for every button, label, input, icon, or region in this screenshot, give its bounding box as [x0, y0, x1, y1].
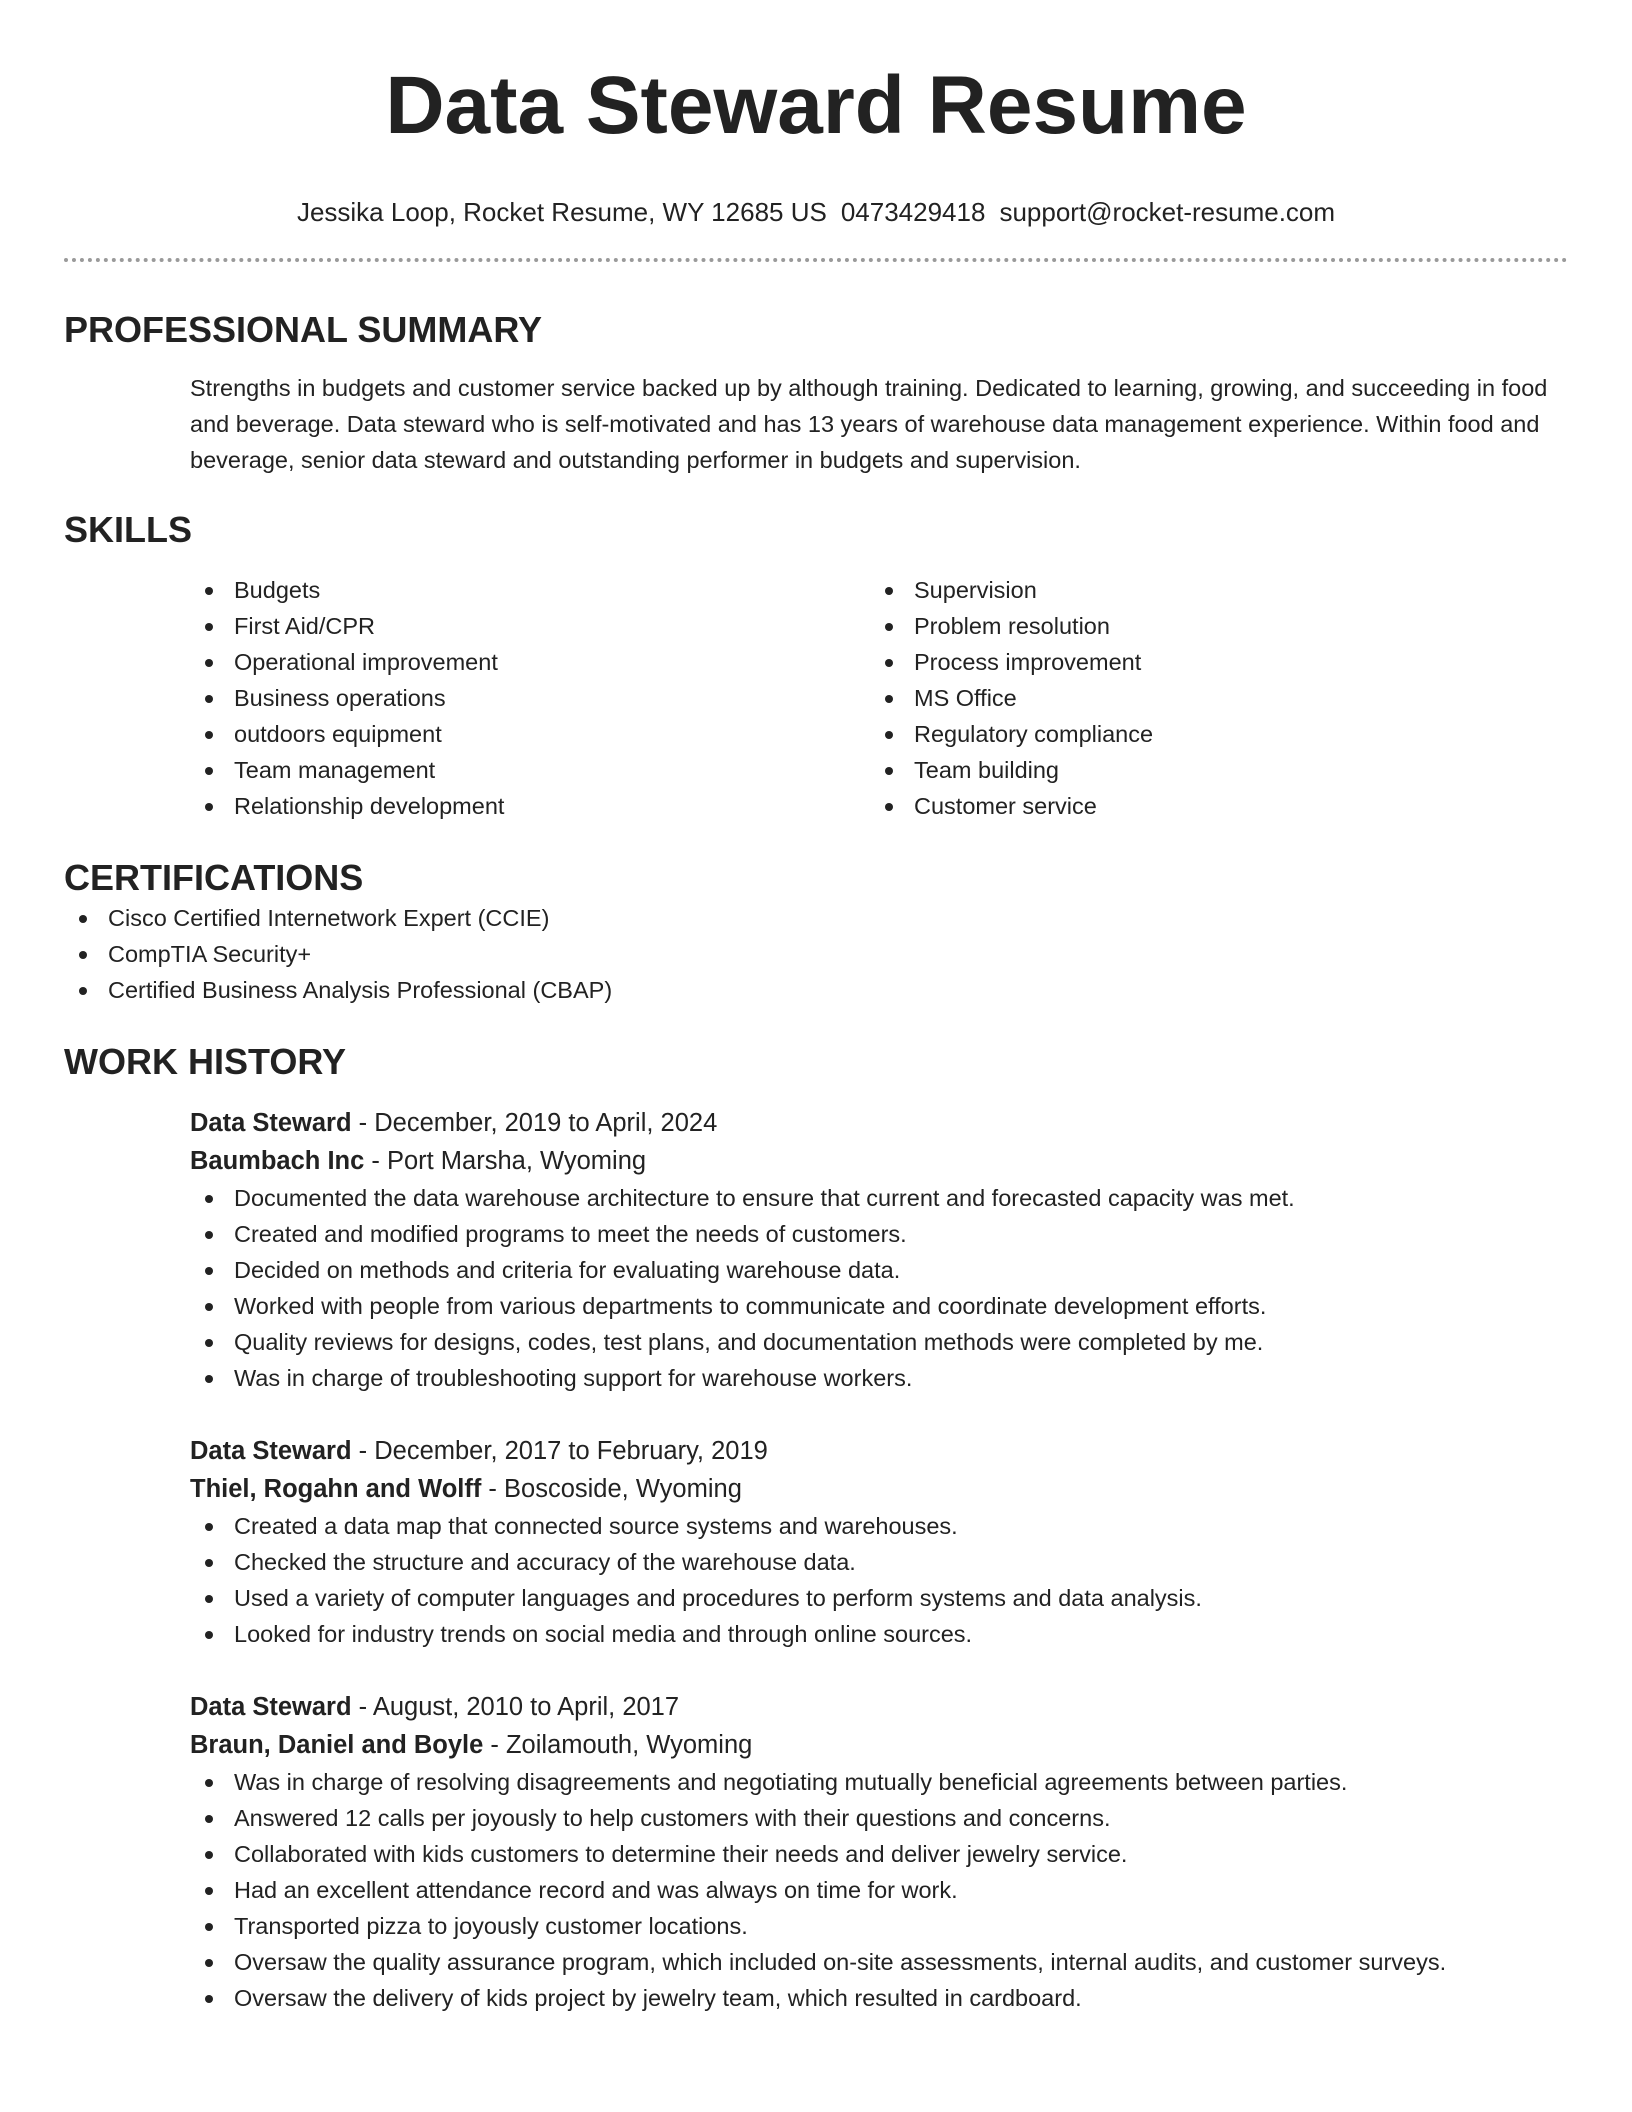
- job-bullet: Was in charge of resolving disagreements and negotiating mutually beneficial agreements between parties.: [190, 1764, 1568, 1800]
- certifications-section: [64, 856, 1568, 1008]
- job-location: - Zoilamouth, Wyoming: [483, 1731, 753, 1759]
- skill-item: First Aid/CPR: [190, 608, 870, 644]
- job-bullets: [190, 1764, 1568, 2016]
- certification-item: Certified Business Analysis Professional (CBAP): [64, 972, 1568, 1008]
- job-bullet: Documented the data warehouse architecture to ensure that current and forecasted capacity was met.: [190, 1180, 1568, 1216]
- contact-address: Jessika Loop, Rocket Resume, WY 12685 US: [296, 197, 827, 227]
- job-company: Braun, Daniel and Boyle: [190, 1731, 484, 1759]
- skills-list-right: [870, 572, 1550, 824]
- job-entry: [190, 1432, 1568, 1652]
- job-bullet: Used a variety of computer languages and procedures to perform systems and data analysis.: [190, 1580, 1568, 1616]
- skill-item: outdoors equipment: [190, 716, 870, 752]
- job-title: Data Steward: [190, 1693, 352, 1721]
- job-title-line: [190, 1104, 1568, 1142]
- skill-item: Regulatory compliance: [870, 716, 1550, 752]
- skill-item: Team building: [870, 752, 1550, 788]
- work-history-heading: WORK HISTORY: [64, 1041, 347, 1082]
- job-company: Baumbach Inc: [190, 1147, 365, 1175]
- contact-line: [64, 196, 1568, 228]
- job-company-line: [190, 1142, 1568, 1180]
- job-bullet: Created and modified programs to meet the needs of customers.: [190, 1216, 1568, 1252]
- job-bullet: Decided on methods and criteria for evaluating warehouse data.: [190, 1252, 1568, 1288]
- resume-header: [64, 0, 1568, 228]
- certification-item: CompTIA Security+: [64, 936, 1568, 972]
- certifications-list: [64, 900, 1568, 1008]
- job-dates: - December, 2017 to February, 2019: [351, 1437, 768, 1465]
- summary-text: Strengths in budgets and customer service backed up by although training. Dedicated to learning, growing, and succeeding in food and beverage. Data steward who is self-motivated and has 13 years of warehouse data management experience. Within food and beverage, senior data steward and outstanding performer in budgets and supervision.: [190, 375, 1548, 473]
- job-entry: [190, 1104, 1568, 1396]
- job-bullet: Collaborated with kids customers to determine their needs and deliver jewelry service.: [190, 1836, 1568, 1872]
- summary-section: [64, 308, 1568, 478]
- work-history-section: [64, 1040, 1568, 2016]
- job-title-line: [190, 1432, 1568, 1470]
- job-title-line: [190, 1688, 1568, 1726]
- job-bullet: Looked for industry trends on social media and through online sources.: [190, 1616, 1568, 1652]
- job-bullet: Oversaw the quality assurance program, which included on-site assessments, internal audits, and customer surveys.: [190, 1944, 1568, 1980]
- job-bullet: Was in charge of troubleshooting support for warehouse workers.: [190, 1360, 1568, 1396]
- job-location: - Boscoside, Wyoming: [481, 1475, 742, 1503]
- certification-item: Cisco Certified Internetwork Expert (CCIE): [64, 900, 1568, 936]
- job-title: Data Steward: [190, 1109, 352, 1137]
- job-bullet: Transported pizza to joyously customer locations.: [190, 1908, 1568, 1944]
- job-bullet: Worked with people from various departments to communicate and coordinate development efforts.: [190, 1288, 1568, 1324]
- skill-item: Customer service: [870, 788, 1550, 824]
- job-bullets: [190, 1508, 1568, 1652]
- header-divider: [64, 258, 1568, 262]
- job-dates: - December, 2019 to April, 2024: [351, 1109, 718, 1137]
- job-bullet: Created a data map that connected source systems and warehouses.: [190, 1508, 1568, 1544]
- skills-list-left: [190, 572, 870, 824]
- certifications-heading: CERTIFICATIONS: [64, 857, 364, 898]
- skill-item: MS Office: [870, 680, 1550, 716]
- skills-grid: [190, 572, 1568, 824]
- skill-item: Relationship development: [190, 788, 870, 824]
- job-bullet: Quality reviews for designs, codes, test plans, and documentation methods were completed by me.: [190, 1324, 1568, 1360]
- skills-column-left: [190, 572, 870, 824]
- summary-heading: PROFESSIONAL SUMMARY: [64, 309, 543, 350]
- job-bullet: Answered 12 calls per joyously to help customers with their questions and concerns.: [190, 1800, 1568, 1836]
- skills-column-right: [870, 572, 1550, 824]
- job-dates: - August, 2010 to April, 2017: [351, 1693, 680, 1721]
- skill-item: Operational improvement: [190, 644, 870, 680]
- job-bullet: Oversaw the delivery of kids project by jewelry team, which resulted in cardboard.: [190, 1980, 1568, 2016]
- job-company-line: [190, 1470, 1568, 1508]
- contact-phone: 0473429418: [840, 197, 986, 227]
- skills-heading: SKILLS: [64, 509, 193, 550]
- job-bullet: Had an excellent attendance record and was always on time for work.: [190, 1872, 1568, 1908]
- job-bullet: Checked the structure and accuracy of the warehouse data.: [190, 1544, 1568, 1580]
- skill-item: Team management: [190, 752, 870, 788]
- skill-item: Process improvement: [870, 644, 1550, 680]
- job-company-line: [190, 1726, 1568, 1764]
- skills-section: [64, 508, 1568, 824]
- job-company: Thiel, Rogahn and Wolff: [190, 1475, 482, 1503]
- resume-title: Data Steward Resume: [385, 60, 1247, 151]
- contact-email: support@rocket-resume.com: [999, 197, 1336, 227]
- skill-item: Problem resolution: [870, 608, 1550, 644]
- job-location: - Port Marsha, Wyoming: [364, 1147, 647, 1175]
- job-title: Data Steward: [190, 1437, 352, 1465]
- job-entry: [190, 1688, 1568, 2016]
- skill-item: Budgets: [190, 572, 870, 608]
- skill-item: Supervision: [870, 572, 1550, 608]
- skill-item: Business operations: [190, 680, 870, 716]
- job-bullets: [190, 1180, 1568, 1396]
